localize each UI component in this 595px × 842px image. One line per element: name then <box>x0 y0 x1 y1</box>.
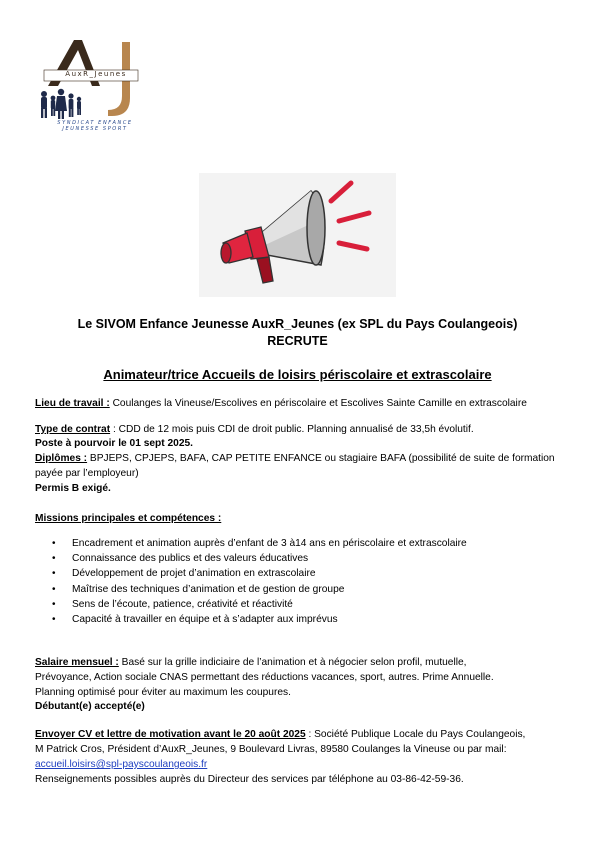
apply-line-2: M Patrick Cros, Président d’AuxR_Jeunes, 9 Boulevard Livras, 89580 Coulanges la Vineuse ou par mail: <box>35 744 507 755</box>
logo-subtitle-1: SYNDICAT ENFANCE <box>57 120 133 126</box>
mission-item: • Développement de projet d’animation en extrascolaire <box>35 567 467 582</box>
mission-item: • Maîtrise des techniques d’animation et de gestion de groupe <box>35 583 467 598</box>
mission-item: • Encadrement et animation auprès d’enfant de 3 à14 ans en périscolaire et extrascolaire <box>35 537 467 552</box>
apply-line <box>35 728 525 741</box>
mission-item: • Connaissance des publics et des valeurs éducatives <box>35 552 467 567</box>
workplace-label: Lieu de travail : <box>35 398 110 409</box>
apply-label: Envoyer CV et lettre de motivation avant le 20 août 2025 <box>35 729 306 740</box>
diplomas-value: BPJEPS, CPJEPS, BAFA, CAP PETITE ENFANCE ou stagiaire BAFA (possibilité de suite de formation <box>87 453 555 464</box>
logo-subtitle-2: JEUNESSE SPORT <box>62 126 128 132</box>
logo-wordmark: AuxR_Jeunes <box>65 70 127 78</box>
employer-title: Le SIVOM Enfance Jeunesse AuxR_Jeunes (ex SPL du Pays Coulangeois) <box>77 317 518 331</box>
missions-heading: Missions principales et compétences : <box>35 513 222 524</box>
missions-list <box>35 537 467 628</box>
start-date: Poste à pourvoir le 01 sept 2025. <box>35 438 193 449</box>
apply-line-1: : Société Publique Locale du Pays Coulangeois, <box>305 729 526 740</box>
salary-label: Salaire mensuel : <box>35 657 119 668</box>
diplomas-label: Diplômes : <box>35 453 88 464</box>
logo <box>30 36 148 134</box>
email-link[interactable]: accueil.loisirs@spl-payscoulangeois.fr <box>35 759 208 770</box>
contract-line <box>35 423 474 436</box>
diplomas-line <box>35 452 555 465</box>
email-line <box>35 758 207 771</box>
beginners-accepted: Débutant(e) accepté(e) <box>35 701 145 712</box>
diplomas-value-2: payée par l’employeur) <box>35 468 139 479</box>
workplace-line <box>35 397 527 410</box>
mission-item: • Sens de l’écoute, patience, créativité et réactivité <box>35 598 467 613</box>
salary-line-3: Planning optimisé pour éviter au maximum les coupures. <box>35 687 291 698</box>
job-title: Animateur/trice Accueils de loisirs périscolaire et extrascolaire <box>103 367 492 382</box>
license-requirement: Permis B exigé. <box>35 483 111 494</box>
mission-item: • Capacité à travailler en équipe et à s’adapter aux imprévus <box>35 613 467 628</box>
salary-line-2: Prévoyance, Action sociale CNAS permettant des réductions vacances, sport, autres. Prime Annuelle. <box>35 672 494 683</box>
workplace-value: Coulanges la Vineuse/Escolives en périscolaire et Escolives Sainte Camille en extrascolaire <box>109 398 527 409</box>
phone-info: Renseignements possibles auprès du Directeur des services par téléphone au 03-86-42-59-36. <box>35 774 464 785</box>
contract-label: Type de contrat <box>35 424 111 435</box>
recruits-heading: RECRUTE <box>267 334 328 348</box>
salary-line <box>35 656 467 669</box>
contract-value: : CDD de 12 mois puis CDI de droit public. Planning annualisé de 33,5h évolutif. <box>110 424 474 435</box>
megaphone-illustration <box>199 173 396 297</box>
salary-line-1: Basé sur la grille indiciaire de l’animation et à négocier selon profil, mutuelle, <box>118 657 467 668</box>
